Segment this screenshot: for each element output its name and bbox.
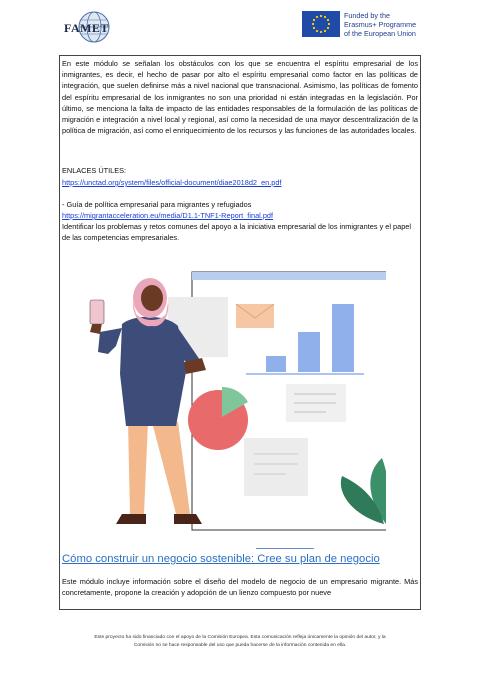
grey-card [244, 438, 308, 496]
bar-3 [332, 304, 354, 372]
section-title[interactable]: Cómo construir un negocio sostenible: Cree su plan de negocio [62, 553, 380, 565]
guide-title: - Guía de política empresarial para migrantes y refugiados [62, 200, 252, 209]
links-heading: ENLACES ÚTILES: [62, 166, 127, 175]
eu-line-2: Erasmus+ Programme [344, 20, 417, 29]
page-header [0, 0, 480, 52]
migrant-acceleration-link[interactable]: https://migrantacceleration.eu/media/D1.1-TNF1-Report_final.pdf [62, 211, 274, 220]
eu-funding-text [344, 11, 416, 38]
eu-line-3: of the European Union [344, 29, 416, 38]
footer-line-1: Este proyecto ha sido financiado con el apoyo de la Comisión Europea. Esta comunicación refleja únicamente la opinión del autor, y la [94, 635, 386, 640]
famet-logo [64, 10, 116, 44]
phone-icon [90, 300, 104, 324]
eu-flag-icon [302, 11, 340, 37]
business-woman-illustration [86, 262, 386, 534]
guide-description: Identificar los problemas y retos comunes del apoyo a la iniciativa empresarial de los inmigrantes y el papel de las competencias empresariales. [62, 222, 412, 243]
eu-line-1: Funded by the [344, 11, 390, 20]
bar-2 [298, 332, 320, 372]
footer-line-2: Comisión no se hace responsable del uso que pueda hacerse de la información contenida en ella. [133, 643, 347, 648]
unctad-link[interactable]: https://unctad.org/system/files/official-document/diae2018d2_en.pdf [62, 178, 282, 187]
section-divider [256, 548, 314, 549]
board-header-bar [192, 272, 386, 280]
intro-paragraph: En este módulo se señalan los obstáculos con los que se encuentra el espíritu empresarial de los inmigrantes, es decir, el hecho de pasar por alto el espíritu empresarial como factor en las políticas de integración, que suelen definirse más a nivel nacional que transnacional. Asimismo, las políticas de fomento del espíritu empresarial de los inmigrantes no son una prioridad ni están integradas en la legislación. Por último, se menciona la falta de impacto de las entidades responsables de la formulación de las políticas de migración e integración a nivel local y regional, así como la necesidad de una mayor descentralización de la política de migración, así como el enriquecimiento de los recursos y las funciones de las autoridades locales. [62, 59, 418, 136]
section-paragraph: Este módulo incluye información sobre el diseño del modelo de negocio de un empresario migrante. Más concretamente, propone la creación y adopción de un lienzo compuesto por nueve [62, 577, 418, 598]
eu-funding-logo [302, 11, 452, 39]
page-footer [40, 634, 440, 650]
logo-text: FAMET [64, 21, 109, 35]
bar-1 [266, 356, 286, 372]
